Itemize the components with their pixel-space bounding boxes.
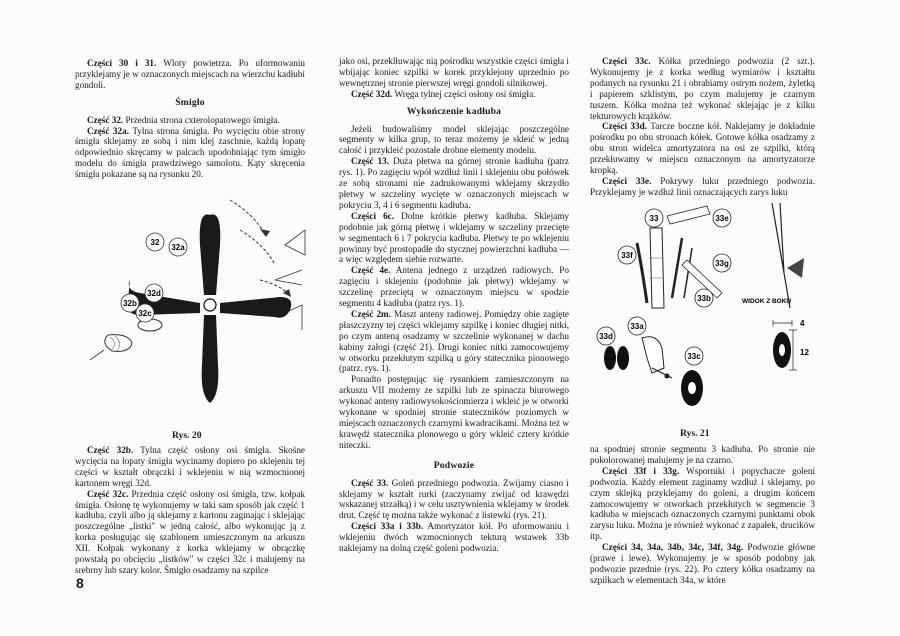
column-1 (75, 58, 305, 180)
paragraph-part-32d: Część 32d. Wręga tylnej części osłony osi śmigła. (351, 88, 536, 99)
fig20-label-32: 32 (150, 238, 160, 247)
paragraph-33e-continued: na spodniej stronie segmentu 3 kadłuba. Po stronie nie pokolorowanej malujemy je na czarno. (590, 444, 815, 465)
heading-wykonczenie-kadluba: Wykończenie kadłuba (406, 105, 502, 117)
paragraph-part-33: Część 33. Goleń przedniego podwozia. Zwijamy ciasno i sklejamy w kształt rurki (zaczynamy zwijać od krawędzi wskazanej strzałką) i w celu usztywnienia wklejamy w środek drut. Część tę można także wykonać z listewki (rys. 21). (339, 477, 569, 521)
paragraph-part-32: Część 32. Przednia strona cxterolopatowego śmigła. (87, 114, 280, 125)
paragraph-continued: jako osi, przeklłuwając nią pośrodku wszystkie części śmigła i wbijając koniec szpilki w korek przyklejony uprzednio po wewnętrznej stronie pierwszej wręgi gondoli silnikowej. (339, 56, 569, 88)
fig21-label-33g: 33g (715, 259, 729, 268)
heading-podwozie: Podwozie (433, 459, 475, 471)
page-number: 8 (76, 575, 84, 591)
fig20-label-32b: 32b (123, 299, 137, 308)
paragraph-part-33c: Części 33c. Kółka przedniego podwozia (2 szt.). Wykonujemy je z korka według wymiarów i kształtu podanych na rysunku 21 i obrabiamy ostrym nożem, żyletką i papierem szklistym, po czym malujemy je czarnym tuszem. Kółka można też wykonać sklejając je z kilku tekturowych krążków. (590, 56, 816, 121)
fig20-label-32a: 32a (171, 243, 185, 252)
fig21-label-33e: 33e (715, 214, 729, 223)
paragraph-part-33f-33g: Części 33f i 33g. Wsporniki i popychacze goleni podwozia. Każdy element zaginamy wzdłuż i sklejamy, po czym sklejką przyklejamy do goleni, a drugim końcem zamocowujemy w otworkach przekłutych w segmencie 3 kadłuba w miejscach oznaczonych czarnymi punktami obok zarysu luku. Można je również wykonać z zapałek, drucików itp. (590, 465, 816, 542)
fig21-dim-width: 4 (800, 319, 805, 328)
paragraph-part-34: Części 34, 34a, 34b, 34c, 34f, 34g. Podwozie główne (prawe i lewe). Wykonujemy je w sposób podobny jak podwozie przednie (rys. 22). Po cztery kółka osadzamy na szpilkach w elementach 34a, w które (590, 542, 815, 585)
fig21-label-33: 33 (649, 214, 659, 223)
fig20-label-32c: 32c (138, 309, 152, 318)
column-1-lower (75, 445, 305, 576)
paragraph-antennas: Ponadto postępując się rysunkiem zamieszczonym na arkuszu VII możemy ze szpilki lub ze spinacza biurowego wykonać anteny radiowysokościomierza i wkleić je w otworki wykonane w spodniej stronie stateczników poziomych w miejscach oznaczonych czarnymi kwadracikami. Można też w krawędź statecznika plonowego u góry wkleić cztery krótkie niteczki. (339, 374, 569, 450)
heading-smiglo: Śmigło (175, 96, 205, 108)
column-2 (339, 56, 569, 554)
paragraph-kadlub-intro: Jeżeli budowaliśmy model sklejając poszczególne segmenty w kilka grup, to teraz możemy je skleić w jedną całość i przykleić pozostałe drobne elementy modelu. (339, 123, 569, 156)
column-3 (590, 56, 815, 198)
paragraph-part-32a: Część 32a. Tylna strona śmigła. Po wycięciu obie strony śmigła sklejamy ze sobą i nim klej zaschnie, każdą łopatę odpowiednio skręcamy w palcach upodobniając tym śmigło modelu do śmigła prawdziwego samolotu. Kąty skręcenia śmigła pokazane są na rysunku 20. (75, 125, 305, 180)
figure-21-landing-gear (592, 198, 817, 428)
fig21-label-33b: 33b (697, 294, 711, 303)
figure-20-caption: Rys. 20 (172, 430, 202, 441)
figure-20-propeller (90, 185, 310, 425)
paragraph-part-33e: Części 33e. Pokrywy luku przedniego podwozia. Przyklejamy je wzdłuż linii oznaczających zarys luku (590, 175, 816, 197)
fig21-label-33f: 33f (621, 251, 633, 260)
paragraph-part-32c: Część 32c. Przednia część osłony osi śmigła, tzw. kołpak śmigła. Osłonę tę wykonujemy w taki sam sposób jak część 1 kadłuba, czyli albo ją sklejamy z kartonu zaginając i sklejając poszczególne „listki" w jedną całość, albo wykonując ją z korka posługując się szablonem umieszczonym na arkuszu XII. Kołpak wykonany z korka wklejamy w obrączkę powstałą po obcięciu „listków" w części 32c i malujemy na srebrny lub szary kolor. Śmigło osadzamy na szpilce (75, 488, 305, 575)
paragraph-part-33d: Części 33d. Tarcze boczne kół. Naklejamy je dokładnie pośrodku po obu stronach kółek. Gotowe kółka osadzamy z obu stron widelca amortyzatora na osi ze szpilki, którą przekłuwamy w miejscu oznaczonym na amortyzatorze kropką. (590, 121, 815, 176)
fig21-label-33d: 33d (599, 332, 613, 341)
figure-21-caption: Rys. 21 (680, 428, 710, 439)
fig21-label-33a: 33a (630, 322, 644, 331)
paragraph-part-13: Część 13. Duża płetwa na górnej stronie kadłuba (patrz rys. 1). Po zagięciu wpół wzdłuż linii i sklejeniu obu połówek ze sobą stronami nie zadrukowanymi wklejamy skrzydło płetwy w szczeliny wycięte w oznaczonych miejscach w pokryciu 3, 4 i 6 segmentu kadłuba. (339, 156, 569, 210)
fig20-label-32d: 32d (147, 289, 161, 298)
paragraph-part-33a-33b: Części 33a i 33b. Amortyzator kół. Po uformowaniu i wklejeniu dwóch wzmocnionych tekturą wstawek 33b naklejamy na dolną część goleni podwozia. (339, 521, 569, 554)
column-3-lower (590, 444, 815, 586)
paragraph-part-4e: Część 4e. Antena jednego z urządzeń radiowych. Po zagięciu i sklejeniu (podobnie jak płetwy) wklejamy w szczelinę przeciętą w oznaczonym miejscu w spodzie segmentu 4 kadłuba (patrz rys. 1). (339, 265, 569, 309)
paragraph-parts-30-31: Części 30 i 31. Wloty powietrza. Po uformowaniu przyklejamy je w oznaczonych miejscach na wierzchu kadłubi gondoli. (75, 58, 305, 90)
fig21-label-33c: 33c (687, 352, 701, 361)
paragraph-part-32b: Część 32b. Tylna część osłony osi śmigła. Skośne wycięcia na łopaty śmigła wycinamy dopiero po sklejeniu tej części w kształt obrączki i wklejeniu w nią wzmocnionej kartonem wręgi 32d. (75, 445, 305, 488)
fig21-side-view-label: WIDOK Z BOKU (742, 298, 792, 305)
fig21-dim-height: 12 (800, 348, 809, 357)
paragraph-part-6c: Części 6c. Dolne krótkie płetwy kadłuba. Sklejamy podobnie jak górną płetwę i wklejamy w szczeliny przecięte w segmentach 6 i 7 pokrycia kadłuba. Płetwy te po wklejeniu powinny być prostopadłe do stycznej powierzchni kadłuba — a więc względem siebie rozwarte. (339, 210, 569, 265)
paragraph-part-2m: Część 2m. Maszt anteny radiowej. Pomiędzy obie zagięte płaszczyzny tej części wklejamy szpilkę i koniec długiej nitki, po czym anteną osadzamy w szczelinie wykonanej w dachu kabiny załogi (część 21). Drugi koniec nitki zamocowujemy w otworku przekłutym szpilką u góry statecznika pionowego (patrz. rys. 1). (339, 308, 569, 374)
